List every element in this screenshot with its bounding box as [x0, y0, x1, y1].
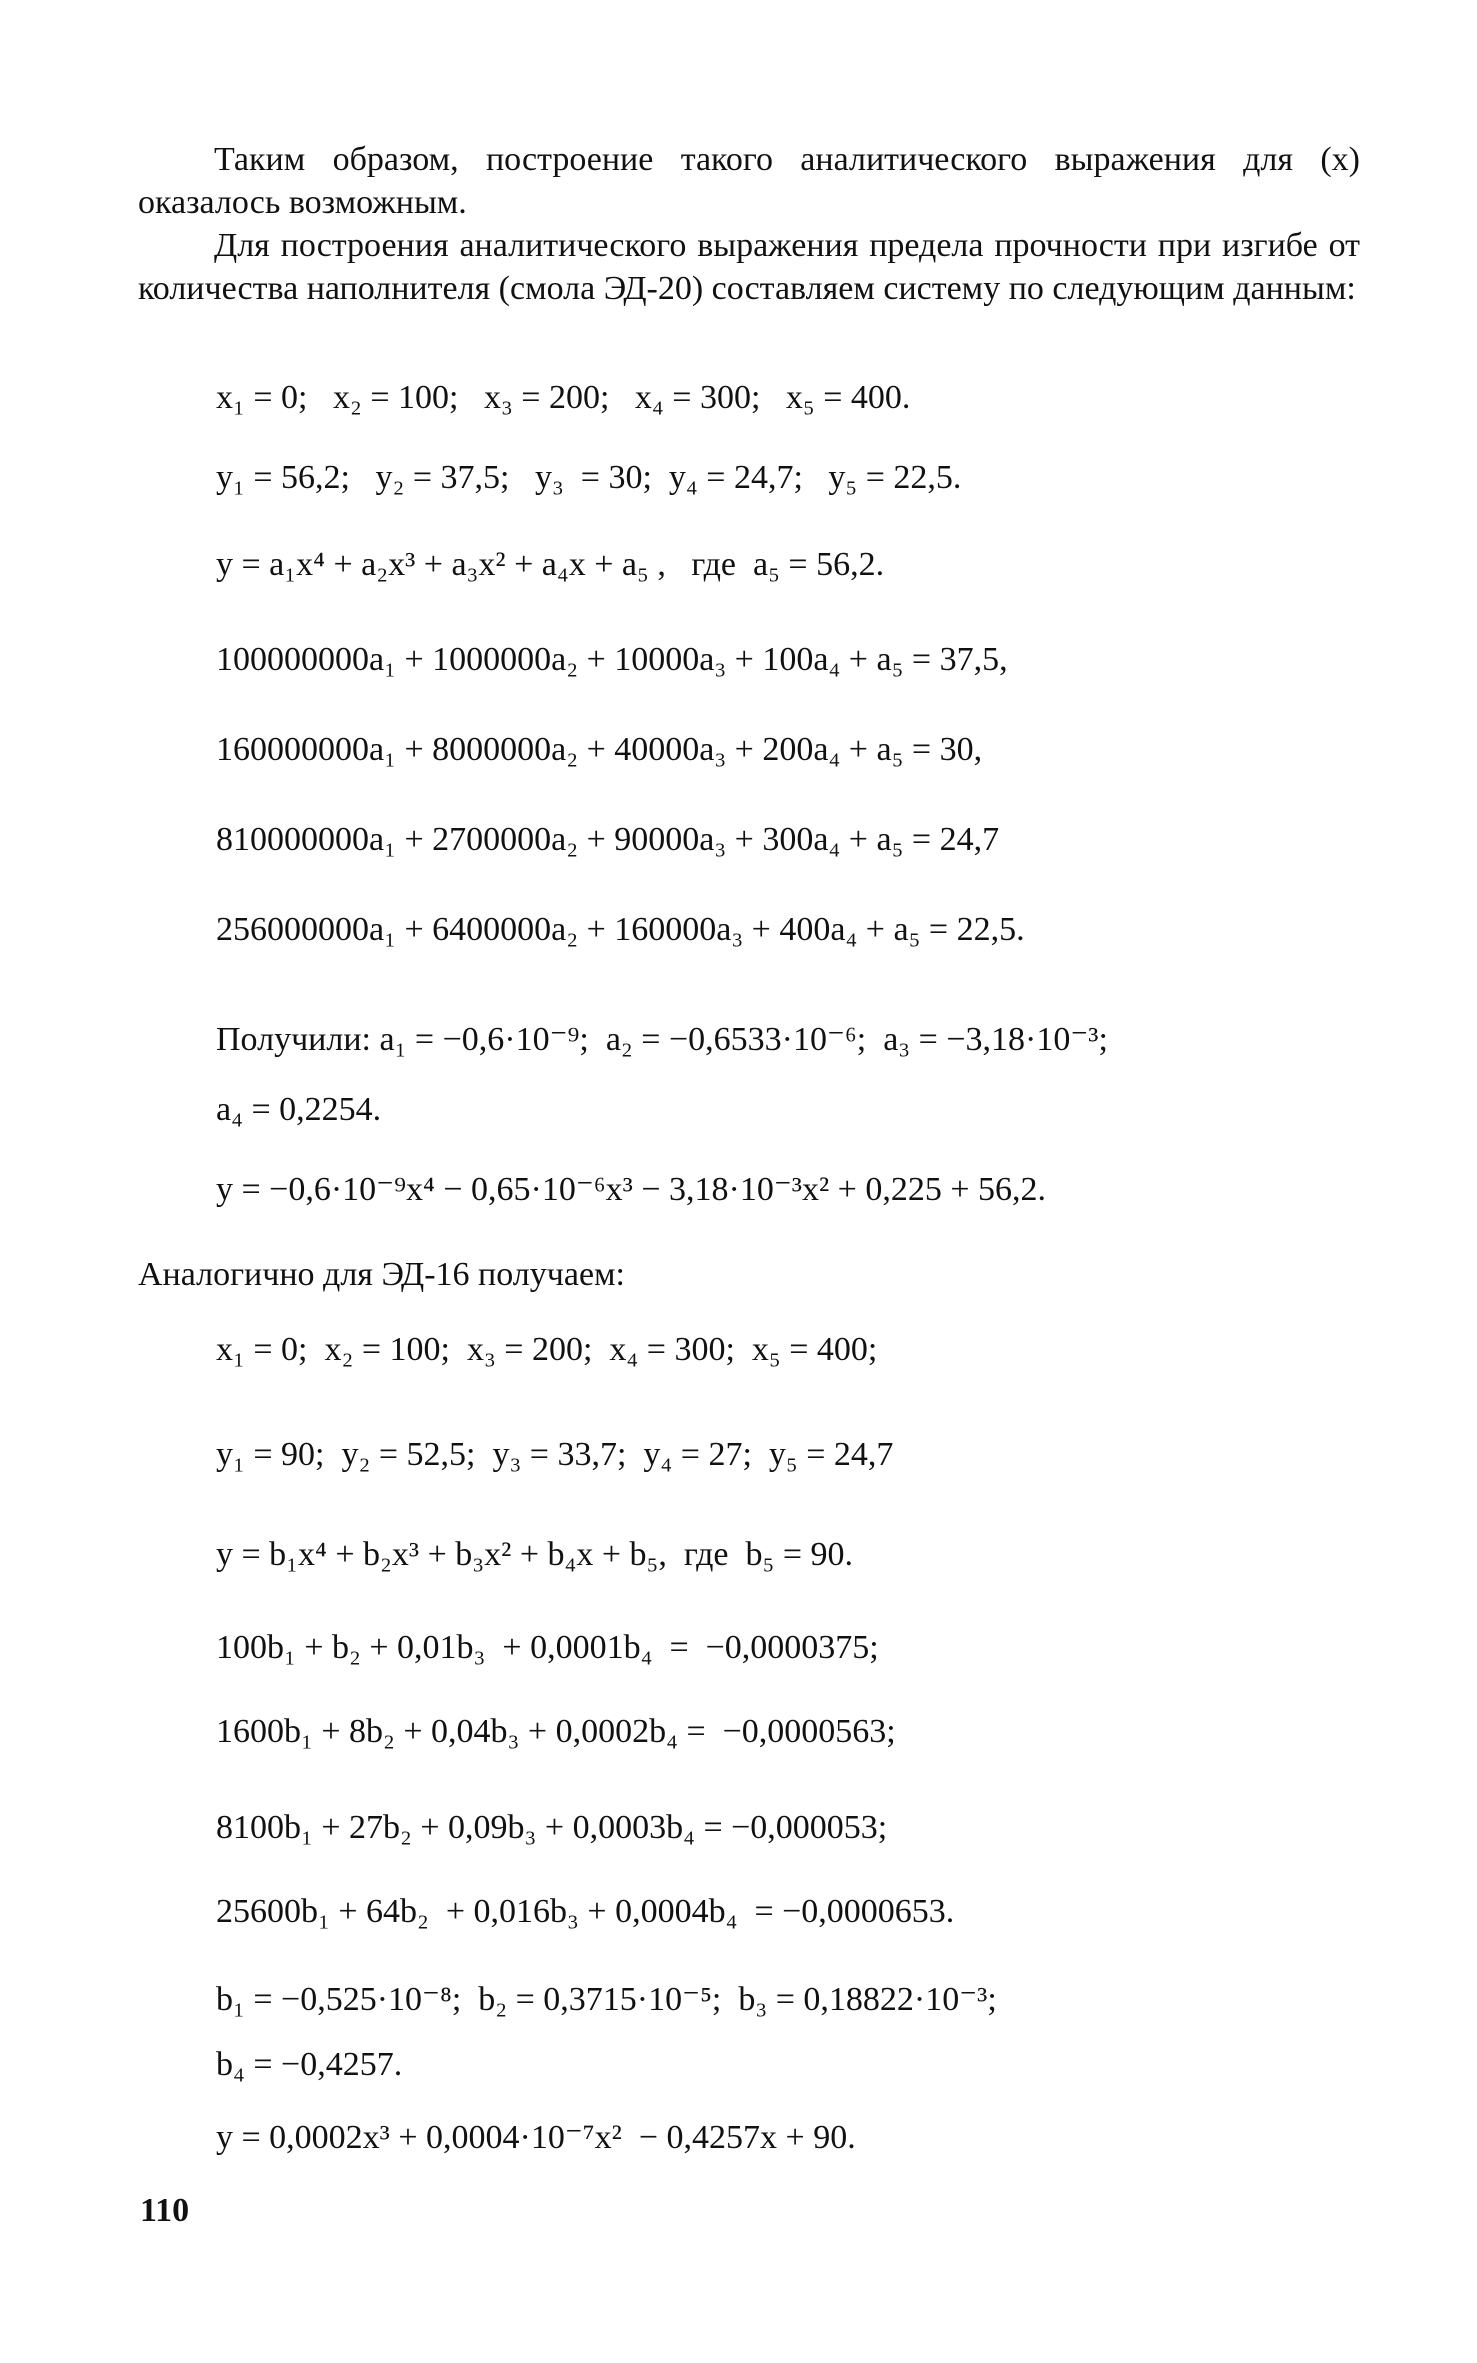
ed20-coefficients-line-2: a₄ = 0,2254.	[216, 1091, 382, 1128]
ed20-system-eq-2: 160000000a₁ + 8000000a₂ + 40000a₃ + 200a₄ + a₅ = 30,	[216, 731, 983, 768]
paragraph-conclusion-text: Таким образом, построение такого аналитического выражения для (х) оказалось возможным.	[138, 141, 1360, 221]
ed20-x-values: x₁ = 0; x₂ = 100; x₃ = 200; x₄ = 300; x₅ = 400.	[216, 379, 911, 416]
page-number: 110	[140, 2192, 190, 2229]
ed20-system-eq-4: 256000000a₁ + 6400000a₂ + 160000a₃ + 400a₄ + a₅ = 22,5.	[216, 911, 1025, 948]
ed20-system-eq-3: 810000000a₁ + 2700000a₂ + 90000a₃ + 300a₄ + a₅ = 24,7	[216, 821, 1000, 858]
ed16-system-eq-2: 1600b₁ + 8b₂ + 0,04b₃ + 0,0002b₄ = −0,0000563;	[216, 1713, 896, 1750]
ed20-system-eq-1: 100000000a₁ + 1000000a₂ + 10000a₃ + 100a₄ + a₅ = 37,5,	[216, 641, 1008, 678]
ed16-model-equation: y = b₁x⁴ + b₂x³ + b₃x² + b₄x + b₅, где b₅ = 90.	[216, 1536, 854, 1573]
paragraph-conclusion	[138, 138, 1360, 224]
paragraph-system-intro	[138, 224, 1360, 310]
ed16-x-values: x₁ = 0; x₂ = 100; x₃ = 200; x₄ = 300; x₅ = 400;	[216, 1331, 878, 1368]
ed16-system-eq-1: 100b₁ + b₂ + 0,01b₃ + 0,0001b₄ = −0,0000375;	[216, 1629, 879, 1666]
ed16-y-values: y₁ = 90; y₂ = 52,5; y₃ = 33,7; y₄ = 27; y₅ = 24,7	[216, 1436, 894, 1473]
ed16-system-eq-4: 25600b₁ + 64b₂ + 0,016b₃ + 0,0004b₄ = −0,0000653.	[216, 1893, 955, 1930]
ed16-final-equation: y = 0,0002x³ + 0,0004·10⁻⁷x² − 0,4257x + 90.	[216, 2119, 856, 2156]
ed20-model-equation: y = a₁x⁴ + a₂x³ + a₃x² + a₄x + a₅ , где a₅ = 56,2.	[216, 546, 885, 583]
ed16-coefficients-line-2: b₄ = −0,4257.	[216, 2046, 403, 2083]
ed20-final-equation: y = −0,6·10⁻⁹x⁴ − 0,65·10⁻⁶x³ − 3,18·10⁻³x² + 0,225 + 56,2.	[216, 1171, 1046, 1208]
ed20-y-values: y₁ = 56,2; y₂ = 37,5; y₃ = 30; y₄ = 24,7; y₅ = 22,5.	[216, 459, 962, 496]
ed16-coefficients-line-1: b₁ = −0,525·10⁻⁸; b₂ = 0,3715·10⁻⁵; b₃ = 0,18822·10⁻³;	[216, 1981, 997, 2018]
paragraph-system-intro-text: Для построения аналитического выражения предела прочности при изгибе от количества наполнителя (смола ЭД-20) составляем систему по следующим данным:	[138, 227, 1360, 307]
ed20-coefficients-line-1: Получили: a₁ = −0,6·10⁻⁹; a₂ = −0,6533·10⁻⁶; a₃ = −3,18·10⁻³;	[216, 1021, 1108, 1058]
ed16-heading: Аналогично для ЭД-16 получаем:	[138, 1256, 626, 1293]
ed16-system-eq-3: 8100b₁ + 27b₂ + 0,09b₃ + 0,0003b₄ = −0,000053;	[216, 1809, 888, 1846]
